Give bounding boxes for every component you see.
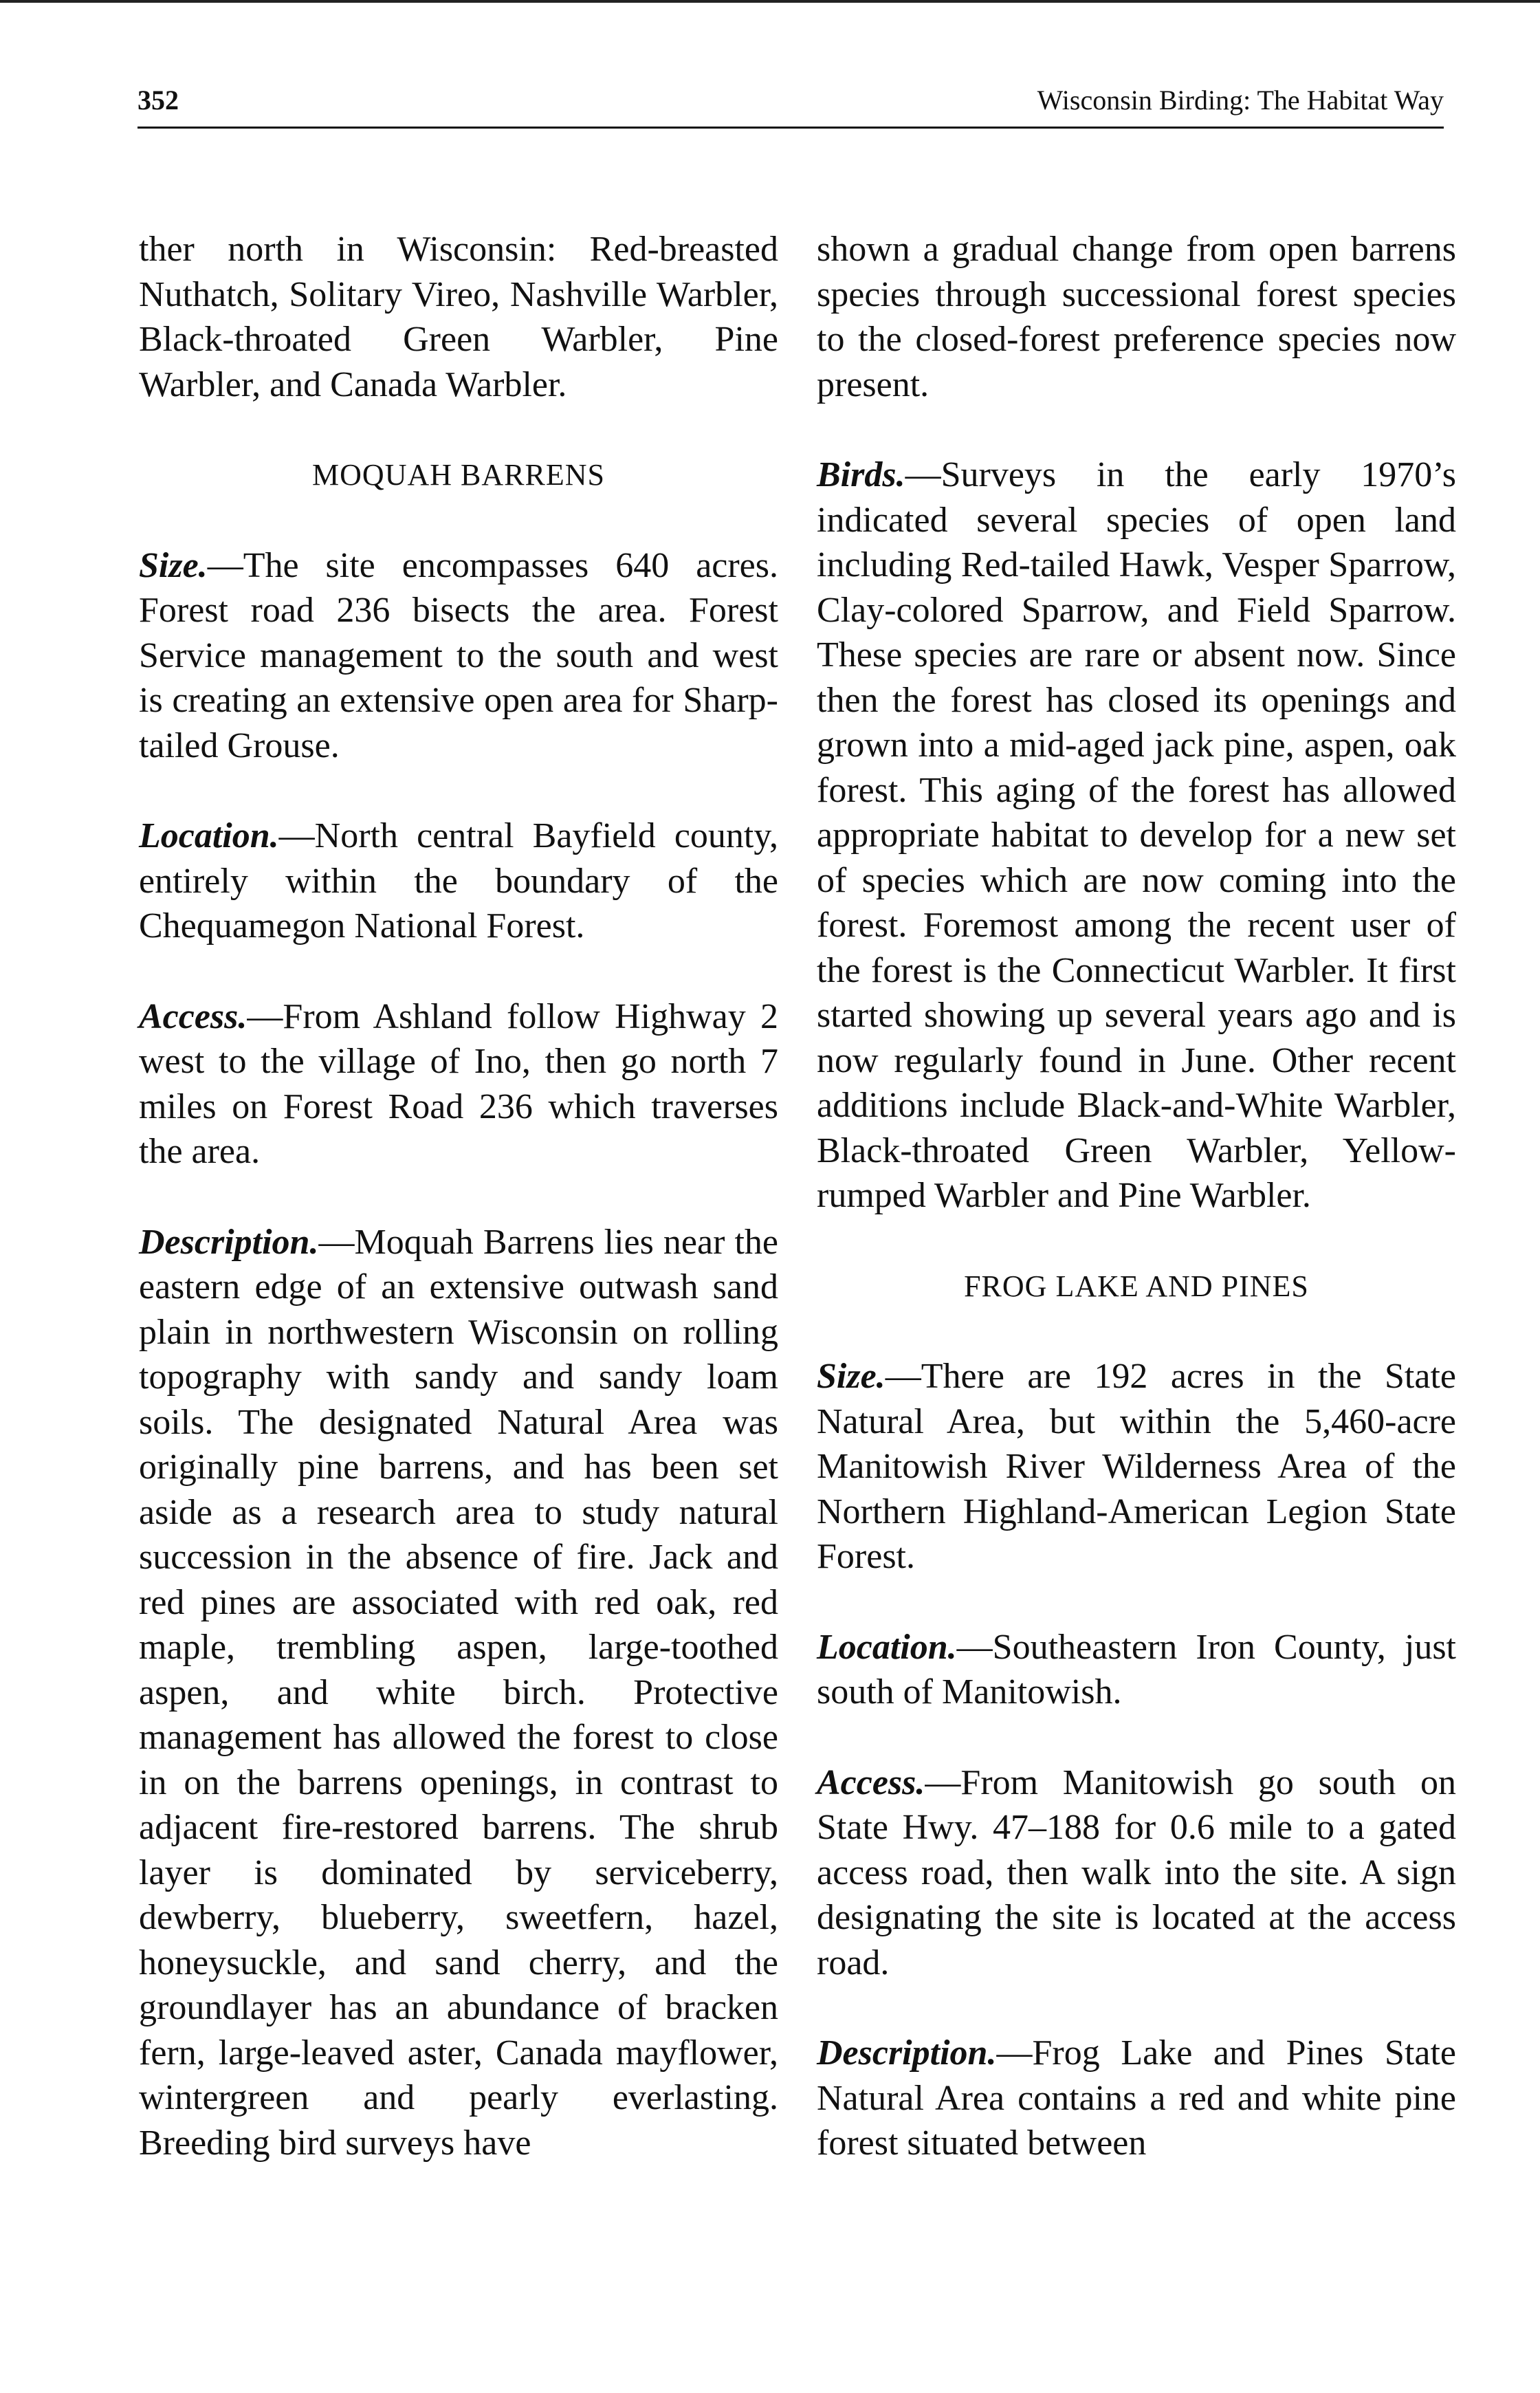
access-paragraph <box>139 994 778 1174</box>
birds-text: —Surveys in the early 1970’s indicated several species of open land including Red-tailed Hawk, Vesper Sparrow, Clay-colored Sparrow, and Field Sparrow. These species are rare or absent now. Since then the forest has closed its openings and grown into a mid-aged jack pine, aspen, oak forest. This aging of the forest has allowed appropriate habitat to develop for a new set of species which are now coming into the forest. Foremost among the recent user of the forest is the Connecticut Warbler. It first started showing up several years ago and is now regularly found in June. Other recent additions include Black-and-White Warbler, Black-throated Green Warbler, Yellow-rumped Warbler and Pine Warbler. <box>817 455 1456 1215</box>
size-label: Size. <box>817 1357 886 1396</box>
access-paragraph <box>817 1760 1456 1986</box>
continued-paragraph: ther north in Wisconsin: Red-breasted Nuthatch, Solitary Vireo, Nashville Warbler, Black-throated Green Warbler, Pine Warbler, and Canada Warbler. <box>139 230 778 404</box>
location-label: Location. <box>817 1627 957 1667</box>
description-paragraph <box>817 2031 1456 2166</box>
description-paragraph <box>139 1220 778 2166</box>
page-number: 352 <box>138 85 179 116</box>
location-paragraph <box>139 813 778 949</box>
description-label: Description. <box>139 1222 319 1262</box>
size-text: —The site encompasses 640 acres. Forest road 236 bisects the area. Forest Service management to the south and west is creating an extensive open area for Sharp-tailed Grouse. <box>139 545 778 765</box>
description-text: —Moquah Barrens lies near the eastern edge of an extensive outwash sand plain in northwestern Wisconsin on rolling topography with sandy and sandy loam soils. The designated Natural Area was originally pine barrens, and has been set aside as a research area to study natural succession in the absence of fire. Jack and red pines are associated with red oak, red maple, trembling aspen, large-toothed aspen, and white birch. Protective management has allowed the forest to close in on the barrens openings, in contrast to adjacent fire-restored barrens. The shrub layer is dominated by serviceberry, dewberry, blueberry, sweetfern, hazel, honeysuckle, and sand cherry, and the groundlayer has an abundance of bracken fern, large-leaved aster, Canada mayflower, wintergreen and pearly everlasting. Breeding bird surveys have <box>139 1222 778 2163</box>
description-text: —Frog Lake and Pines State Natural Area contains a red and white pine forest situated between <box>817 2033 1456 2163</box>
location-paragraph <box>817 1625 1456 1715</box>
size-label: Size. <box>139 545 208 585</box>
description-label: Description. <box>817 2033 997 2073</box>
size-paragraph <box>817 1354 1456 1580</box>
running-title: Wisconsin Birding: The Habitat Way <box>1037 85 1444 116</box>
right-column <box>817 227 1456 2211</box>
location-text: —North central Bayfield county, entirely within the boundary of the Chequamegon National Forest. <box>139 816 778 946</box>
left-column <box>139 227 778 2211</box>
section-heading-frog-lake-and-pines: FROG LAKE AND PINES <box>964 1269 1309 1303</box>
continued-paragraph: shown a gradual change from open barrens species through successional forest species to the closed-forest preference species now present. <box>817 230 1456 404</box>
birds-paragraph <box>817 452 1456 1219</box>
header-rule <box>138 127 1444 129</box>
size-text: —There are 192 acres in the State Natural Area, but within the 5,460-acre Manitowish River Wilderness Area of the Northern Highland-American Legion State Forest. <box>817 1357 1456 1576</box>
location-label: Location. <box>139 816 279 855</box>
access-label: Access. <box>817 1762 925 1802</box>
access-text: —From Manitowish go south on State Hwy. 47–188 for 0.6 mile to a gated access road, then walk into the site. A sign designating the site is located at the access road. <box>817 1762 1456 1982</box>
birds-label: Birds. <box>817 455 905 494</box>
section-heading-moquah-barrens: MOQUAH BARRENS <box>312 458 605 492</box>
location-text: —Southeastern Iron County, just south of Manitowish. <box>817 1627 1456 1712</box>
size-paragraph <box>139 543 778 769</box>
access-label: Access. <box>139 996 248 1036</box>
access-text: —From Ashland follow Highway 2 west to the village of Ino, then go north 7 miles on Forest Road 236 which traverses the area. <box>139 996 778 1171</box>
top-border-line <box>0 0 1540 3</box>
